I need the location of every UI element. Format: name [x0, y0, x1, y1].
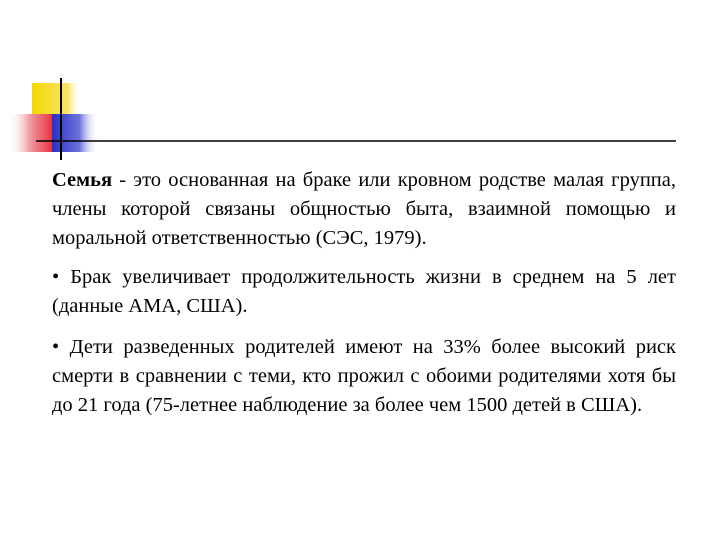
definition-text: - это основанная на браке или кровном родстве малая группа, члены которой связаны общностью быта, взаимной помощью и моральной ответственностью (СЭС, 1979).	[52, 169, 676, 249]
definition-paragraph	[52, 166, 676, 253]
decor-yellow-square	[32, 83, 80, 119]
bullet-item: • Брак увеличивает продолжительность жизни в среднем на 5 лет (данные АМА, США).	[52, 266, 676, 317]
slide-body	[52, 166, 676, 420]
decor-blue-square	[52, 114, 98, 152]
title-decoration	[0, 0, 720, 170]
bullet-item: • Дети разведенных родителей имеют на 33% более высокий риск смерти в сравнении с теми, кто прожил с обоими родителями хотя бы до 21 года (75-летнее наблюдение за более чем 1500 детей в США).	[52, 336, 676, 416]
decor-red-square	[8, 114, 56, 152]
definition-term: Семья	[52, 169, 113, 191]
